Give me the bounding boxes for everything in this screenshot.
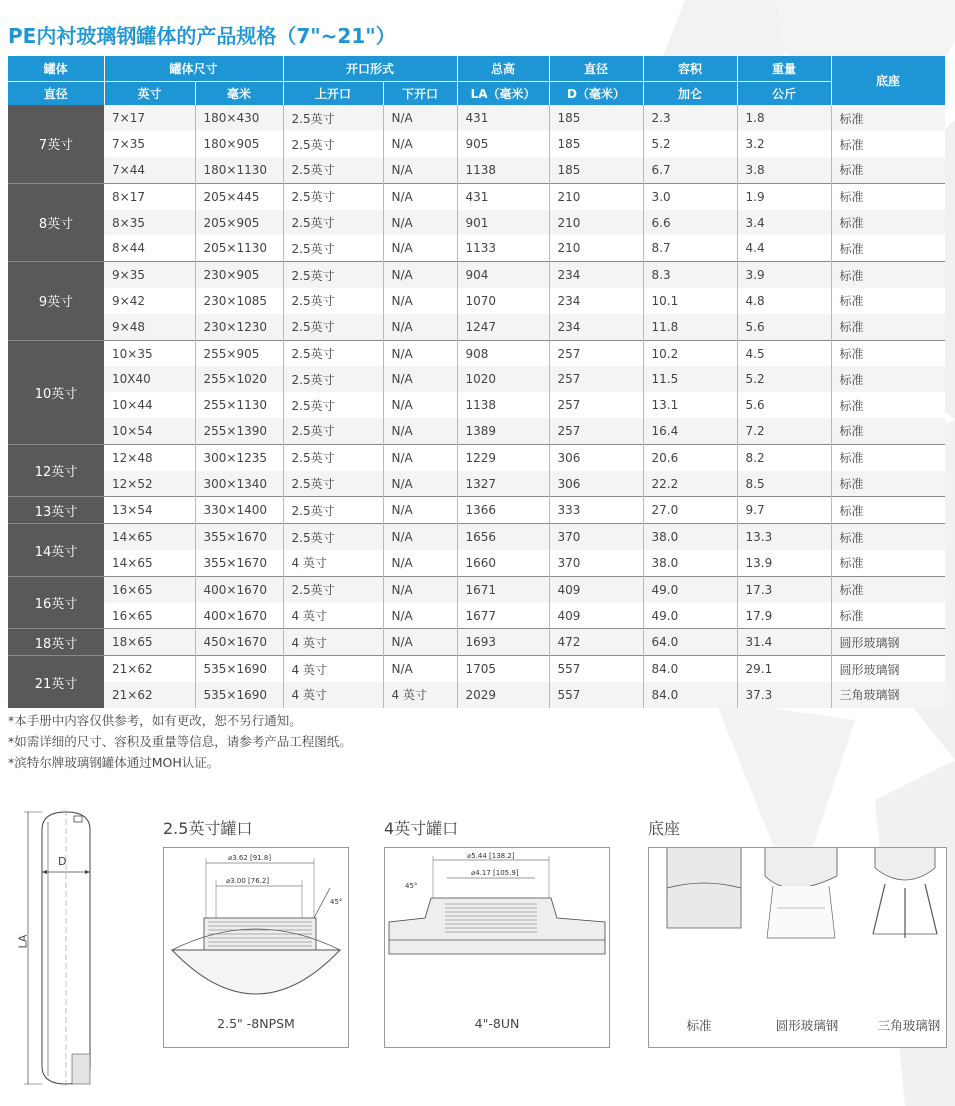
port-25-angle: 45°: [330, 898, 343, 906]
table-cell: 9×42: [104, 288, 195, 314]
table-cell: 2029: [457, 682, 549, 708]
table-cell: 17.9: [737, 603, 831, 629]
table-cell: 37.3: [737, 682, 831, 708]
table-cell: 370: [549, 524, 643, 550]
table-cell: N/A: [383, 340, 457, 366]
table-cell: 2.5英寸: [283, 157, 383, 183]
base-item-triangle-frp: 三角玻璃钢: [877, 1018, 941, 1033]
notes: [8, 710, 352, 773]
table-cell: 400×1670: [195, 603, 283, 629]
table-cell: 2.5英寸: [283, 183, 383, 209]
table-cell: 38.0: [643, 524, 737, 550]
table-cell: 300×1235: [195, 444, 283, 470]
table-cell: 1366: [457, 497, 549, 524]
group-label: 14英寸: [8, 524, 104, 577]
table-cell: 1327: [457, 471, 549, 497]
table-cell: 230×1230: [195, 314, 283, 340]
port-4-angle: 45°: [405, 882, 418, 890]
port-4-dim1: ⌀5.44 [138.2]: [467, 852, 515, 860]
table-cell: 1677: [457, 603, 549, 629]
table-cell: 4.5: [737, 340, 831, 366]
table-cell: 205×905: [195, 210, 283, 236]
table-cell: 84.0: [643, 682, 737, 708]
table-cell: 10.2: [643, 340, 737, 366]
table-cell: 11.5: [643, 366, 737, 392]
table-cell: 4 英寸: [283, 629, 383, 656]
table-cell: 标准: [831, 235, 945, 261]
table-cell: 904: [457, 262, 549, 288]
table-cell: 2.3: [643, 105, 737, 131]
table-cell: 2.5英寸: [283, 314, 383, 340]
header-la-mm: LA（毫米）: [457, 82, 549, 106]
table-cell: 306: [549, 471, 643, 497]
table-cell: 185: [549, 105, 643, 131]
table-cell: N/A: [383, 235, 457, 261]
table-cell: 2.5英寸: [283, 262, 383, 288]
table-cell: 圆形玻璃钢: [831, 629, 945, 656]
table-cell: 64.0: [643, 629, 737, 656]
table-cell: 标准: [831, 340, 945, 366]
table-cell: 255×1390: [195, 418, 283, 444]
table-cell: 8.5: [737, 471, 831, 497]
table-cell: 标准: [831, 210, 945, 236]
table-cell: 标准: [831, 418, 945, 444]
table-cell: 27.0: [643, 497, 737, 524]
table-cell: 230×1085: [195, 288, 283, 314]
table-cell: 三角玻璃钢: [831, 682, 945, 708]
table-cell: 1229: [457, 444, 549, 470]
spec-table-body: [8, 105, 945, 708]
table-cell: 1133: [457, 235, 549, 261]
table-cell: 355×1670: [195, 524, 283, 550]
header-total-height: 总高: [457, 56, 549, 82]
header-mm: 毫米: [195, 82, 283, 106]
table-cell: 1247: [457, 314, 549, 340]
table-cell: 12×48: [104, 444, 195, 470]
header-gallon: 加仑: [643, 82, 737, 106]
note-line: *如需详细的尺寸、容积及重量等信息，请参考产品工程图纸。: [8, 734, 352, 749]
table-cell: 8×44: [104, 235, 195, 261]
table-row: [8, 183, 945, 209]
table-cell: 标准: [831, 157, 945, 183]
table-row: [8, 157, 945, 183]
table-cell: N/A: [383, 471, 457, 497]
table-cell: 9.7: [737, 497, 831, 524]
table-cell: 7×17: [104, 105, 195, 131]
group-label: 12英寸: [8, 444, 104, 497]
table-cell: N/A: [383, 105, 457, 131]
table-cell: 16.4: [643, 418, 737, 444]
table-cell: 333: [549, 497, 643, 524]
port-4-drawing: [385, 848, 609, 998]
table-cell: 8.2: [737, 444, 831, 470]
table-cell: 5.2: [643, 131, 737, 157]
table-cell: 标准: [831, 366, 945, 392]
table-cell: 标准: [831, 471, 945, 497]
table-cell: 257: [549, 340, 643, 366]
table-cell: 2.5英寸: [283, 105, 383, 131]
table-cell: 49.0: [643, 603, 737, 629]
table-cell: 185: [549, 131, 643, 157]
table-cell: 185: [549, 157, 643, 183]
table-cell: 7×35: [104, 131, 195, 157]
table-cell: 16×65: [104, 576, 195, 602]
table-cell: 2.5英寸: [283, 366, 383, 392]
table-cell: 905: [457, 131, 549, 157]
table-cell: 标准: [831, 524, 945, 550]
table-cell: 535×1690: [195, 682, 283, 708]
table-cell: 2.5英寸: [283, 210, 383, 236]
header-top-opening: 上开口: [283, 82, 383, 106]
table-cell: 10×54: [104, 418, 195, 444]
table-cell: 7×44: [104, 157, 195, 183]
table-cell: 210: [549, 210, 643, 236]
table-cell: 306: [549, 444, 643, 470]
group-label: 9英寸: [8, 262, 104, 340]
table-cell: 472: [549, 629, 643, 656]
table-row: [8, 550, 945, 576]
table-row: [8, 131, 945, 157]
port-25-drawing: [164, 848, 348, 998]
table-cell: 210: [549, 183, 643, 209]
table-row: [8, 235, 945, 261]
table-cell: 标准: [831, 183, 945, 209]
table-cell: 210: [549, 235, 643, 261]
table-cell: 234: [549, 314, 643, 340]
table-row: [8, 576, 945, 602]
table-cell: 1.9: [737, 183, 831, 209]
table-cell: 2.5英寸: [283, 392, 383, 418]
table-row: [8, 682, 945, 708]
table-cell: 2.5英寸: [283, 235, 383, 261]
table-row: [8, 418, 945, 444]
table-cell: 8.3: [643, 262, 737, 288]
table-row: [8, 262, 945, 288]
port-4-caption: 4"-8UN: [474, 1016, 520, 1031]
header-tank: 罐体: [8, 56, 104, 82]
base-label: 底座: [648, 819, 681, 838]
port-25-dim1: ⌀3.62 [91.8]: [228, 854, 272, 862]
table-cell: 257: [549, 392, 643, 418]
table-cell: 4 英寸: [283, 603, 383, 629]
table-cell: 31.4: [737, 629, 831, 656]
table-row: [8, 340, 945, 366]
table-cell: 6.6: [643, 210, 737, 236]
table-cell: 1138: [457, 392, 549, 418]
table-cell: 8×17: [104, 183, 195, 209]
table-cell: 5.2: [737, 366, 831, 392]
table-cell: 20.6: [643, 444, 737, 470]
table-cell: 3.2: [737, 131, 831, 157]
table-cell: 84.0: [643, 656, 737, 682]
table-cell: 205×1130: [195, 235, 283, 261]
port-4-label: 4英寸罐口: [384, 819, 459, 838]
table-cell: 409: [549, 576, 643, 602]
table-cell: 901: [457, 210, 549, 236]
table-cell: 标准: [831, 603, 945, 629]
table-cell: 22.2: [643, 471, 737, 497]
port-25-dim2: ⌀3.00 [76.2]: [226, 877, 270, 885]
table-cell: N/A: [383, 603, 457, 629]
table-cell: N/A: [383, 157, 457, 183]
table-cell: 450×1670: [195, 629, 283, 656]
table-cell: 9×48: [104, 314, 195, 340]
table-cell: 标准: [831, 131, 945, 157]
table-cell: 1705: [457, 656, 549, 682]
header-weight: 重量: [737, 56, 831, 82]
spec-table: [8, 56, 946, 708]
table-cell: 4 英寸: [283, 682, 383, 708]
table-row: [8, 524, 945, 550]
table-cell: N/A: [383, 418, 457, 444]
table-cell: 5.6: [737, 392, 831, 418]
table-cell: 1671: [457, 576, 549, 602]
table-cell: 12×52: [104, 471, 195, 497]
table-row: [8, 471, 945, 497]
table-row: [8, 314, 945, 340]
table-cell: 17.3: [737, 576, 831, 602]
table-cell: 1138: [457, 157, 549, 183]
table-cell: 8.7: [643, 235, 737, 261]
table-cell: 205×445: [195, 183, 283, 209]
table-cell: 257: [549, 366, 643, 392]
table-cell: 180×430: [195, 105, 283, 131]
table-cell: 431: [457, 183, 549, 209]
table-row: [8, 366, 945, 392]
table-cell: 4 英寸: [383, 682, 457, 708]
port-25-caption: 2.5" -8NPSM: [217, 1016, 295, 1031]
table-cell: 49.0: [643, 576, 737, 602]
table-cell: N/A: [383, 210, 457, 236]
table-cell: 21×62: [104, 682, 195, 708]
table-cell: 2.5英寸: [283, 444, 383, 470]
table-cell: 10×44: [104, 392, 195, 418]
header-base: 底座: [831, 56, 945, 105]
header-kg: 公斤: [737, 82, 831, 106]
table-cell: 3.9: [737, 262, 831, 288]
table-cell: N/A: [383, 392, 457, 418]
table-cell: N/A: [383, 314, 457, 340]
table-cell: 标准: [831, 105, 945, 131]
table-cell: 2.5英寸: [283, 340, 383, 366]
base-drawing: [649, 848, 946, 998]
table-row: [8, 210, 945, 236]
group-label: 16英寸: [8, 576, 104, 629]
table-cell: 330×1400: [195, 497, 283, 524]
table-row: [8, 288, 945, 314]
table-cell: 圆形玻璃钢: [831, 656, 945, 682]
table-cell: N/A: [383, 550, 457, 576]
table-cell: 1.8: [737, 105, 831, 131]
table-cell: 标准: [831, 576, 945, 602]
table-cell: 标准: [831, 314, 945, 340]
page-title: PE内衬玻璃钢罐体的产品规格（7"~21"）: [8, 24, 396, 48]
table-cell: 2.5英寸: [283, 524, 383, 550]
table-cell: N/A: [383, 576, 457, 602]
table-cell: 标准: [831, 288, 945, 314]
table-cell: 535×1690: [195, 656, 283, 682]
header-bottom-opening: 下开口: [383, 82, 457, 106]
port-4-box: [384, 847, 610, 1048]
table-cell: 标准: [831, 392, 945, 418]
base-box: [648, 847, 947, 1048]
table-cell: 13.3: [737, 524, 831, 550]
group-label: 7英寸: [8, 105, 104, 183]
table-row: [8, 497, 945, 524]
table-cell: 10X40: [104, 366, 195, 392]
table-cell: 4.8: [737, 288, 831, 314]
base-item-round-frp: 圆形玻璃钢: [775, 1018, 839, 1033]
table-cell: 5.6: [737, 314, 831, 340]
header-volume: 容积: [643, 56, 737, 82]
table-cell: 2.5英寸: [283, 288, 383, 314]
table-cell: 标准: [831, 497, 945, 524]
table-cell: 16×65: [104, 603, 195, 629]
table-cell: 255×905: [195, 340, 283, 366]
header-diameter: 直径: [549, 56, 643, 82]
port-25-label: 2.5英寸罐口: [163, 819, 253, 838]
header-diameter-label: 直径: [8, 82, 104, 106]
table-cell: 1070: [457, 288, 549, 314]
port-25-box: [163, 847, 349, 1048]
table-cell: 400×1670: [195, 576, 283, 602]
group-label: 13英寸: [8, 497, 104, 524]
note-line: *滨特尔牌玻璃钢罐体通过MOH认证。: [8, 755, 220, 770]
table-cell: 4 英寸: [283, 656, 383, 682]
note-line: *本手册中内容仅供参考，如有更改，恕不另行通知。: [8, 713, 302, 728]
port-4-dim2: ⌀4.17 [105.9]: [471, 869, 519, 877]
table-cell: 234: [549, 262, 643, 288]
table-cell: 9×35: [104, 262, 195, 288]
table-cell: 4.4: [737, 235, 831, 261]
header-opening: 开口形式: [283, 56, 457, 82]
table-cell: 2.5英寸: [283, 418, 383, 444]
table-cell: 10.1: [643, 288, 737, 314]
table-cell: 3.4: [737, 210, 831, 236]
header-inch: 英寸: [104, 82, 195, 106]
table-cell: 2.5英寸: [283, 497, 383, 524]
table-cell: 2.5英寸: [283, 471, 383, 497]
table-cell: 1020: [457, 366, 549, 392]
table-cell: 6.7: [643, 157, 737, 183]
header-tank-size: 罐体尺寸: [104, 56, 283, 82]
table-cell: 3.0: [643, 183, 737, 209]
table-row: [8, 444, 945, 470]
table-cell: N/A: [383, 131, 457, 157]
table-cell: 3.8: [737, 157, 831, 183]
table-cell: 431: [457, 105, 549, 131]
table-cell: 4 英寸: [283, 550, 383, 576]
table-row: [8, 629, 945, 656]
table-cell: 10×35: [104, 340, 195, 366]
table-cell: 13×54: [104, 497, 195, 524]
table-cell: 355×1670: [195, 550, 283, 576]
header-d-mm: D（毫米）: [549, 82, 643, 106]
table-cell: 7.2: [737, 418, 831, 444]
table-cell: 2.5英寸: [283, 131, 383, 157]
table-cell: 29.1: [737, 656, 831, 682]
table-cell: 908: [457, 340, 549, 366]
table-cell: N/A: [383, 288, 457, 314]
table-cell: 标准: [831, 262, 945, 288]
table-cell: 180×905: [195, 131, 283, 157]
table-cell: 300×1340: [195, 471, 283, 497]
group-label: 10英寸: [8, 340, 104, 444]
group-label: 18英寸: [8, 629, 104, 656]
table-cell: 255×1020: [195, 366, 283, 392]
table-cell: N/A: [383, 629, 457, 656]
table-cell: 1656: [457, 524, 549, 550]
tank-outline-diagram: [22, 808, 102, 1098]
table-cell: 370: [549, 550, 643, 576]
table-cell: 234: [549, 288, 643, 314]
table-cell: 557: [549, 656, 643, 682]
table-cell: 标准: [831, 550, 945, 576]
table-cell: 8×35: [104, 210, 195, 236]
table-cell: N/A: [383, 183, 457, 209]
table-cell: N/A: [383, 262, 457, 288]
table-cell: 230×905: [195, 262, 283, 288]
table-row: [8, 392, 945, 418]
table-cell: 14×65: [104, 550, 195, 576]
table-cell: 14×65: [104, 524, 195, 550]
table-cell: 13.1: [643, 392, 737, 418]
group-label: 21英寸: [8, 656, 104, 708]
table-row: [8, 656, 945, 682]
table-cell: N/A: [383, 444, 457, 470]
table-cell: 13.9: [737, 550, 831, 576]
table-cell: 409: [549, 603, 643, 629]
table-cell: 255×1130: [195, 392, 283, 418]
group-label: 8英寸: [8, 183, 104, 261]
table-cell: 257: [549, 418, 643, 444]
table-cell: 1389: [457, 418, 549, 444]
table-cell: 1693: [457, 629, 549, 656]
table-cell: 38.0: [643, 550, 737, 576]
table-row: [8, 105, 945, 131]
table-cell: 标准: [831, 444, 945, 470]
table-row: [8, 603, 945, 629]
table-cell: 557: [549, 682, 643, 708]
table-cell: N/A: [383, 656, 457, 682]
table-cell: N/A: [383, 366, 457, 392]
base-item-standard: 标准: [686, 1018, 712, 1033]
table-cell: 11.8: [643, 314, 737, 340]
table-cell: 1660: [457, 550, 549, 576]
tank-d-label: D: [58, 855, 67, 868]
table-cell: 180×1130: [195, 157, 283, 183]
table-cell: 18×65: [104, 629, 195, 656]
table-cell: N/A: [383, 524, 457, 550]
table-cell: 2.5英寸: [283, 576, 383, 602]
table-cell: 21×62: [104, 656, 195, 682]
table-cell: N/A: [383, 497, 457, 524]
tank-la-label: LA: [16, 934, 30, 949]
